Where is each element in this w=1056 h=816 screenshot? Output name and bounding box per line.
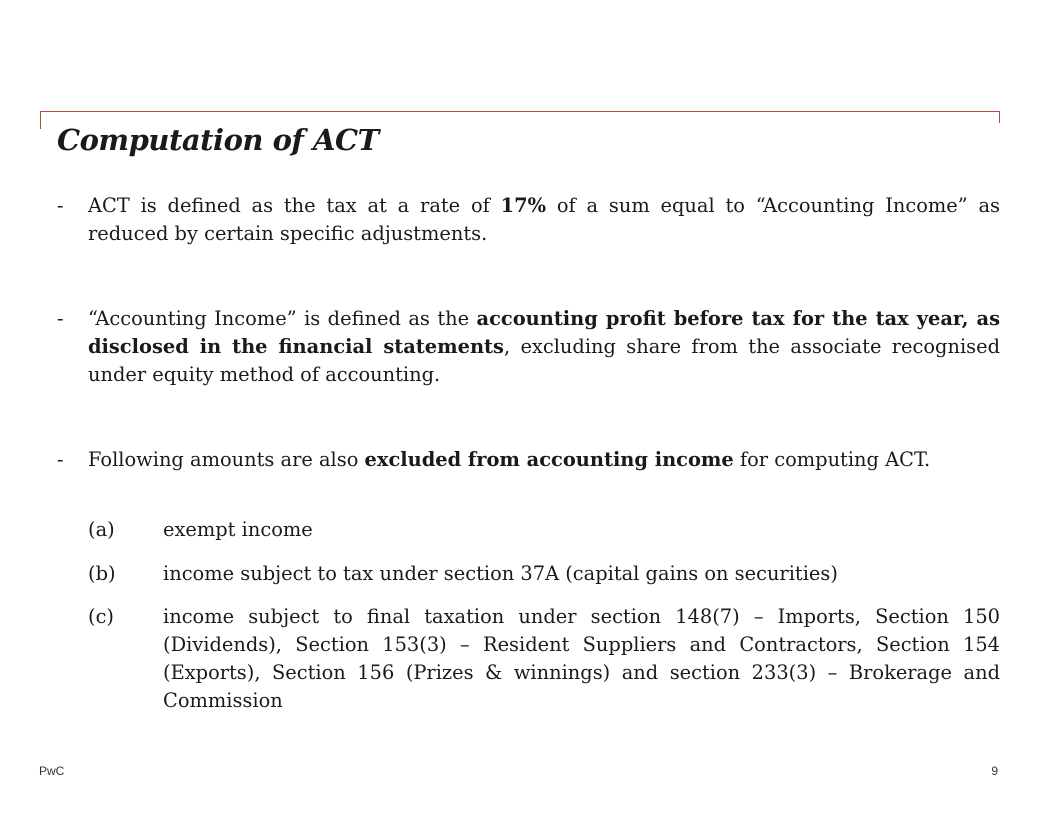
sub-item-c [88, 603, 1000, 715]
bullet-text-segment: “Accounting Income” is defined as the [88, 307, 477, 330]
bullet-text-segment: of a sum equal to “Accounting Income” as reduced by certain specific adjustments. [88, 194, 1000, 245]
sub-item-text: exempt income [163, 518, 313, 541]
bullet-marker: - [57, 307, 64, 330]
bullet-text-bold: accounting profit before tax for the tax year, as disclosed in the financial statements [88, 307, 1000, 358]
slide-title: Computation of ACT [57, 123, 379, 157]
bullet-text-bold: excluded from accounting income [364, 448, 734, 471]
bullet-3 [57, 446, 1000, 474]
bullet-text-segment: ACT is defined as the tax at a rate of [88, 194, 501, 217]
footer-brand: PwC [39, 764, 65, 778]
sub-item-b [88, 560, 1000, 588]
header-rule [40, 111, 1000, 112]
sub-item-text: income subject to final taxation under section 148(7) – Imports, Section 150 (Dividends), Section 153(3) – Resident Suppliers and Contractors, Section 154 (Exports), Section 156 (Prizes & winnings) and section 233(3) – Brokerage and Commission [163, 605, 1000, 712]
bullet-1 [57, 192, 1000, 248]
bullet-text [88, 305, 1000, 389]
header-rule-right-tick [999, 111, 1000, 123]
bullet-text-segment: , excluding share from the associate recognised under equity method of accounting. [88, 335, 1000, 386]
page-number: 9 [991, 764, 998, 778]
bullet-text-segment: Following amounts are also [88, 448, 365, 471]
bullet-text [88, 192, 1000, 248]
sub-item-label: (c) [88, 605, 114, 628]
bullet-text [88, 446, 1000, 474]
sub-item-a [88, 516, 1000, 544]
bullet-marker: - [57, 448, 64, 471]
bullet-text-bold: 17% [500, 194, 547, 217]
bullet-text-segment: for computing ACT. [733, 448, 931, 471]
bullet-2 [57, 305, 1000, 389]
sub-item-text: income subject to tax under section 37A (capital gains on securities) [163, 562, 838, 585]
bullet-marker: - [57, 194, 64, 217]
sub-item-label: (a) [88, 518, 115, 541]
header-rule-left-tick [40, 111, 41, 129]
sub-item-label: (b) [88, 562, 116, 585]
